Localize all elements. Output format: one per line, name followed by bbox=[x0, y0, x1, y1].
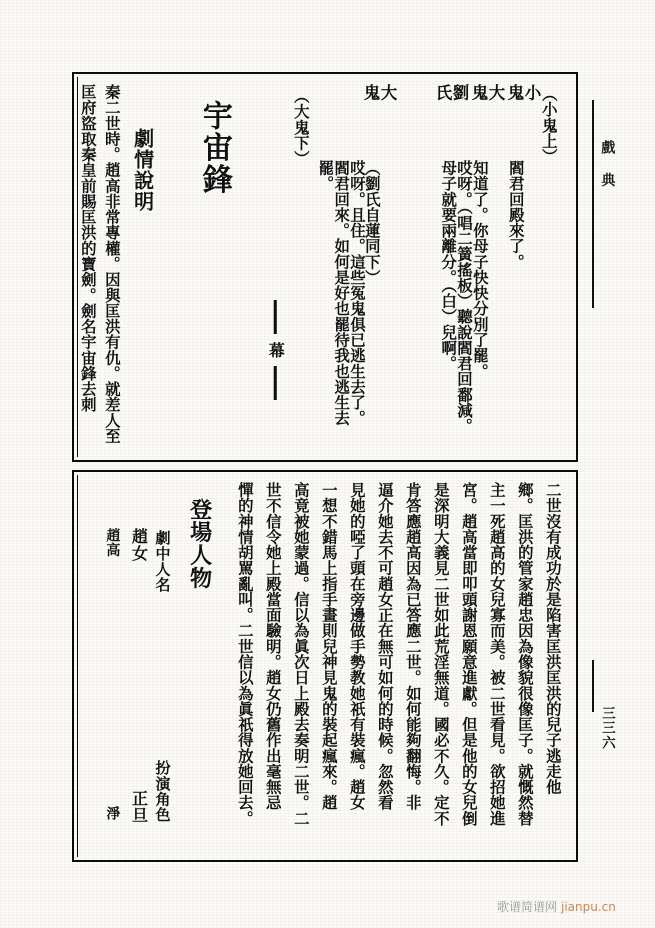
dialogue-line-dagui-2: 哎呀。且住。這些冤鬼俱已逃生去了。閻君回來。如何是好也罷待我也逃生去罷。 bbox=[316, 160, 366, 426]
synopsis-line-1: 秦二世時。趙高非常專權。因與匡洪有仇。就差人至 bbox=[102, 84, 121, 444]
cast-row-name-1: 趙女 bbox=[129, 528, 149, 562]
synopsis2-line-10: 高竟被她蒙過。信以為眞次日上殿去奏明二世。二 bbox=[291, 482, 310, 826]
dialogue-line-dagui-1: 知道了。你母子快快分別了罷。 bbox=[470, 160, 489, 379]
cast-row-role-2: 淨 bbox=[104, 806, 121, 821]
synopsis2-line-5: 是深明大義見二世如此荒淫無道。國必不久。定不 bbox=[431, 482, 450, 826]
synopsis2-line-12: 憚的神情胡駡亂叫。二世信以為眞祇得放她回去。 bbox=[235, 482, 254, 826]
synopsis2-line-11: 世不信令她上殿當面驗明。趙女仍舊作出毫無忌 bbox=[263, 482, 282, 811]
dialogue-line-liushi: 哎呀。（唱二簧搖板）聽說閻君回鄱減。母子就要兩離分。（白）兒啊。 bbox=[439, 160, 473, 434]
cast-heading: 登場人物 bbox=[186, 498, 213, 590]
watermark-cn: 歌谱简谱网 bbox=[497, 900, 558, 914]
stage-direction-exit: （大鬼下） bbox=[291, 88, 310, 167]
curtain-marker bbox=[262, 300, 288, 400]
stage-direction-entrance: （小鬼上） bbox=[539, 86, 558, 165]
margin-rule-top bbox=[592, 100, 594, 308]
speaker-label-liushi: 劉 氏 bbox=[432, 84, 469, 131]
play-title: 宇宙鋒 bbox=[196, 100, 232, 196]
page-number: 三三六 bbox=[598, 706, 615, 751]
synopsis2-line-9: 一想不錯馬上指手畫則兒神見鬼的裝起瘋來。趙 bbox=[319, 482, 338, 811]
dialogue-line-xiaogui: 閻君回殿來了。 bbox=[506, 160, 525, 270]
watermark-en: jianpu.cn bbox=[561, 900, 616, 914]
margin-rule-bottom bbox=[592, 660, 594, 712]
synopsis2-line-8: 見她的啞了頭在旁邊做手勢教她祇有裝瘋。趙女 bbox=[347, 482, 366, 811]
cast-row-role-1: 正旦 bbox=[129, 790, 149, 824]
curtain-rule-lower bbox=[274, 366, 277, 400]
synopsis2-line-4: 宮。趙高當即叩頭謝恩願意進獻。但是他的女兒倒 bbox=[459, 482, 478, 826]
synopsis2-line-6: 肯答應趙高因為已答應二世。如何能夠翻悔。非 bbox=[403, 482, 422, 811]
curtain-label: 幕 bbox=[266, 341, 286, 359]
cast-column-header-role: 扮演角色 bbox=[153, 760, 172, 823]
site-watermark bbox=[497, 898, 616, 915]
cast-row-name-2: 趙高 bbox=[104, 528, 121, 558]
running-head: 戲典 bbox=[599, 140, 616, 206]
synopsis2-line-7: 逼介她去不可趙女正在無可如何的時候。忽然看 bbox=[375, 482, 394, 811]
synopsis2-line-2: 鄉。匡洪的管家趙忠因為像貌很像匡子。就慨然替 bbox=[515, 482, 534, 826]
curtain-rule-upper bbox=[274, 300, 277, 334]
stage-direction-liushi-exit: （劉氏自蓮同下） bbox=[362, 160, 381, 286]
synopsis2-line-1: 二世沒有成功於是陷害匡洪匡洪的兒子逃走他 bbox=[543, 482, 562, 795]
synopsis-heading: 劇情說明 bbox=[130, 128, 155, 212]
speaker-label-dagui-1: 大 鬼 bbox=[468, 84, 505, 131]
cast-column-header-name: 劇中人名 bbox=[153, 530, 172, 593]
synopsis-line-2: 匡府盜取秦皇前賜匡洪的寶劍。劍名宇宙鋒去刺 bbox=[78, 84, 97, 413]
speaker-label-xiaogui: 小 鬼 bbox=[504, 84, 541, 131]
speaker-label-dagui-2: 大 鬼 bbox=[360, 84, 397, 131]
synopsis2-line-3: 主一死趙高的女兒寡而美。被二世看見。欲招她進 bbox=[487, 482, 506, 826]
